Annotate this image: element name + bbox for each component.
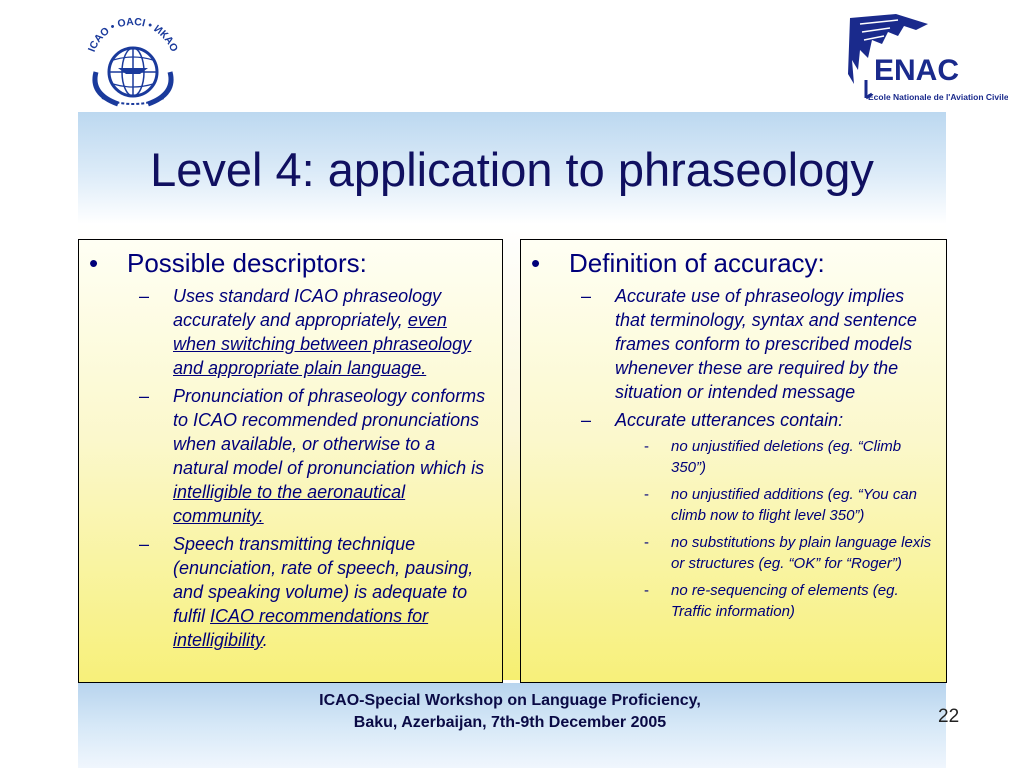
dash: –	[581, 410, 592, 430]
dash: -	[644, 438, 649, 455]
title-band	[78, 112, 946, 224]
accuracy-box	[520, 239, 947, 683]
item-text: Speech transmitting technique (enunciation, rate of speech, pausing, and speaking volume) is adequate to fulfil	[173, 534, 474, 626]
dash: -	[644, 486, 649, 503]
sub-item-text: no re-sequencing of elements (eg. Traffic information)	[671, 582, 899, 620]
enac-logo	[838, 14, 1008, 106]
dash: -	[644, 534, 649, 551]
icao-logo-text: ICAO • OACI • ИКАО	[85, 15, 181, 54]
page-title: Level 4: application to phraseology	[150, 143, 874, 196]
list-item	[89, 384, 494, 528]
enac-subtitle: Ecole Nationale de l'Aviation Civile	[868, 92, 1008, 102]
item-text: Accurate use of phraseology implies that terminology, syntax and sentence frames conform to prescribed models whenever these are required by the situation or intended message	[615, 286, 917, 402]
dash: –	[139, 534, 150, 554]
descriptors-box	[78, 239, 503, 683]
footer-line-2: Baku, Azerbaijan, 7th-9th December 2005	[353, 714, 667, 731]
dash: -	[644, 582, 649, 599]
accuracy-heading	[531, 248, 825, 279]
list-item	[531, 284, 938, 404]
sub-list-item	[531, 436, 938, 478]
list-item	[89, 284, 494, 380]
item-text-end: .	[262, 630, 268, 650]
icao-logo	[78, 14, 188, 112]
bullet: •	[531, 248, 541, 278]
sub-list-item	[531, 484, 938, 526]
sub-list-item	[531, 532, 938, 574]
sub-item-text: no substitutions by plain language lexis or structures (eg. “OK” for “Roger”)	[671, 534, 932, 572]
dash: –	[139, 386, 150, 406]
underlined-text: intelligible to the aeronautical community.	[173, 482, 406, 526]
descriptors-heading-text: Possible descriptors:	[127, 248, 367, 278]
footer	[240, 690, 780, 734]
list-item	[89, 532, 494, 652]
item-text: Accurate utterances contain:	[615, 410, 844, 430]
sub-item-text: no unjustified additions (eg. “You can climb now to flight level 350”)	[671, 486, 917, 524]
dash: –	[139, 286, 150, 306]
descriptors-heading	[89, 248, 367, 279]
item-text: Pronunciation of phraseology conforms to ICAO recommended pronunciations when available, or otherwise to a natural model of pronunciation which is	[173, 386, 486, 478]
page-number: 22	[938, 706, 960, 727]
enac-mark: ENAC	[874, 54, 960, 87]
underlined-text: even when switching between phraseology and appropriate plain language.	[173, 310, 472, 378]
descriptors-list	[89, 284, 494, 656]
list-item	[531, 408, 938, 432]
underlined-text: ICAO recommendations for intelligibility	[173, 606, 429, 650]
accuracy-list	[531, 284, 938, 628]
dash: –	[581, 286, 592, 306]
item-text: Uses standard ICAO phraseology accurately and appropriately,	[173, 286, 442, 330]
footer-line-1: ICAO-Special Workshop on Language Proficiency,	[319, 692, 701, 709]
sub-item-text: no unjustified deletions (eg. “Climb 350”)	[671, 438, 902, 476]
sub-list-item	[531, 580, 938, 622]
enac-eagle-icon	[838, 14, 1008, 106]
bullet: •	[89, 248, 99, 278]
accuracy-heading-text: Definition of accuracy:	[569, 248, 825, 278]
icao-emblem-icon	[78, 14, 188, 112]
